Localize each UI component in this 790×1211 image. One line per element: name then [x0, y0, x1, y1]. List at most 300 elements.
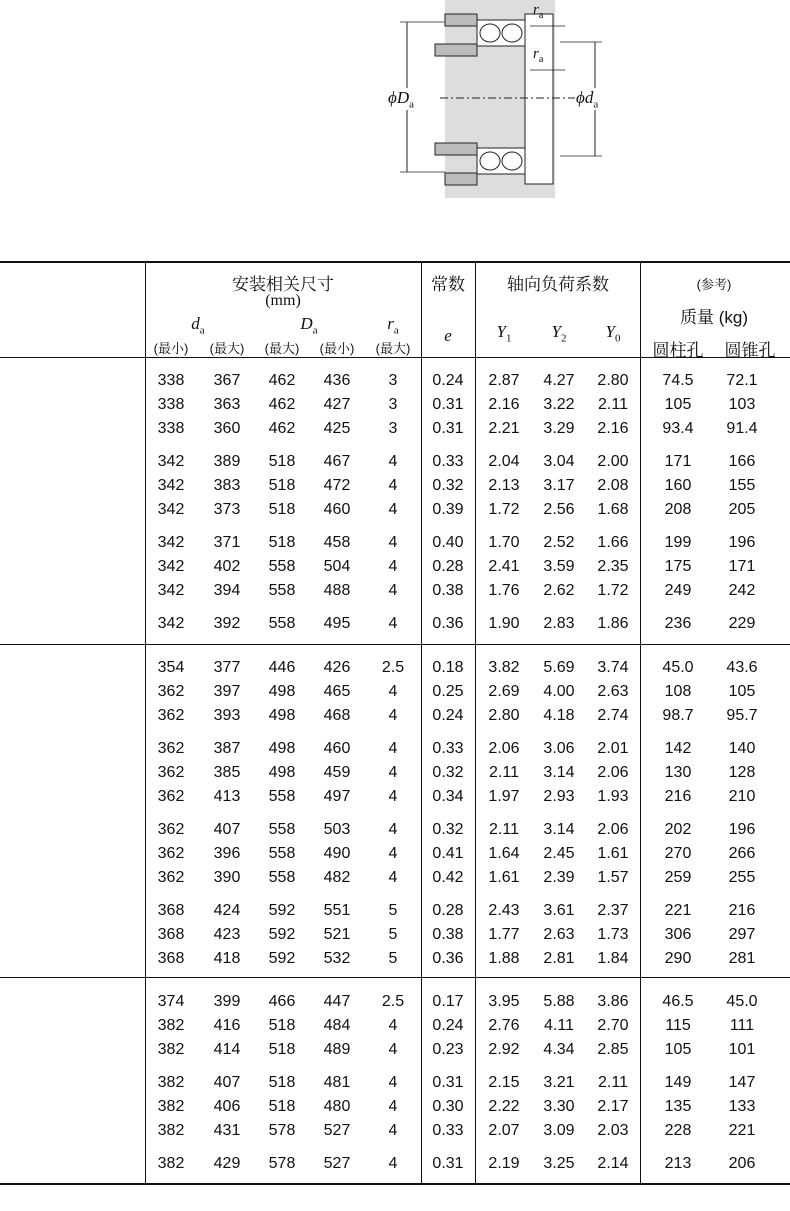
- cell-Da-min: 468: [323, 707, 351, 724]
- cell-da-min: 342: [157, 558, 185, 575]
- cell-Y2: 5.88: [543, 993, 575, 1010]
- cell-da-min: 338: [157, 396, 185, 413]
- cell-Y1: 2.41: [488, 558, 520, 575]
- cell-mass-cylindrical: 74.5: [662, 372, 694, 389]
- cell-Da-max: 498: [268, 764, 296, 781]
- cell-Da-min: 497: [323, 788, 351, 805]
- cell-mass-cylindrical: 46.5: [662, 993, 694, 1010]
- cell-da-max: 414: [213, 1041, 241, 1058]
- cell-da-max: 371: [213, 534, 241, 551]
- header-reference: (参考): [696, 277, 732, 292]
- cell-da-max: 431: [213, 1122, 241, 1139]
- cell-da-max: 429: [213, 1155, 241, 1172]
- cell-mass-cylindrical: 115: [665, 1017, 691, 1034]
- header-min-2: (最小): [319, 341, 355, 356]
- cell-Da-max: 518: [268, 1098, 296, 1115]
- cell-Y0: 1.66: [597, 534, 629, 551]
- cell-ra-max: 4: [388, 558, 398, 575]
- cell-Y0: 2.35: [597, 558, 629, 575]
- cell-mass-cylindrical: 213: [664, 1155, 692, 1172]
- cell-Da-min: 480: [323, 1098, 351, 1115]
- cell-mass-tapered: 281: [728, 950, 756, 967]
- cell-Y0: 3.86: [597, 993, 629, 1010]
- cell-Y1: 2.11: [489, 764, 519, 781]
- cell-ra-max: 4: [388, 453, 398, 470]
- cell-Y2: 3.30: [543, 1098, 575, 1115]
- cell-Da-min: 481: [323, 1074, 351, 1091]
- cell-Da-min: 551: [323, 902, 351, 919]
- cell-mass-tapered: 266: [728, 845, 756, 862]
- cell-Y1: 1.70: [488, 534, 520, 551]
- cell-mass-cylindrical: 199: [664, 534, 692, 551]
- cell-e: 0.31: [432, 1155, 464, 1172]
- col-divider-4: [640, 262, 641, 1184]
- cell-Da-min: 527: [323, 1122, 351, 1139]
- cell-Y2: 2.63: [543, 926, 575, 943]
- cell-Y1: 1.90: [488, 615, 520, 632]
- cell-e: 0.33: [432, 740, 464, 757]
- cell-da-max: 397: [213, 683, 241, 700]
- cell-ra-max: 4: [388, 1155, 398, 1172]
- cell-mass-cylindrical: 105: [664, 396, 692, 413]
- cell-ra-max: 4: [388, 534, 398, 551]
- cell-Y0: 2.14: [597, 1155, 629, 1172]
- cell-e: 0.40: [432, 534, 464, 551]
- cell-Y2: 3.29: [543, 420, 575, 437]
- cell-mass-cylindrical: 130: [664, 764, 692, 781]
- group-unit: (mm): [265, 292, 301, 309]
- cell-da-min: 362: [157, 788, 185, 805]
- cell-e: 0.36: [432, 950, 464, 967]
- cell-Da-max: 558: [268, 845, 296, 862]
- cell-mass-tapered: 128: [728, 764, 756, 781]
- cell-e: 0.34: [432, 788, 464, 805]
- header-Y2: $Y_2$: [551, 322, 567, 345]
- cell-Da-max: 578: [268, 1155, 296, 1172]
- cell-Da-max: 518: [268, 1041, 296, 1058]
- cell-mass-cylindrical: 216: [664, 788, 692, 805]
- cell-Y0: 1.72: [597, 582, 629, 599]
- cell-e: 0.23: [432, 1041, 464, 1058]
- cell-mass-tapered: 205: [728, 501, 756, 518]
- cell-Da-max: 518: [268, 453, 296, 470]
- cell-mass-tapered: 166: [728, 453, 756, 470]
- cell-Da-min: 460: [323, 501, 351, 518]
- cell-ra-max: 4: [388, 477, 398, 494]
- cell-e: 0.32: [432, 821, 464, 838]
- cell-Da-max: 498: [268, 683, 296, 700]
- header-e: e: [444, 326, 452, 345]
- cell-Y1: 2.69: [488, 683, 520, 700]
- Da-label: $\phi D_a$: [388, 88, 414, 111]
- cell-Y2: 4.27: [543, 372, 575, 389]
- cell-Da-min: 503: [323, 821, 351, 838]
- cell-e: 0.30: [432, 1098, 464, 1115]
- cell-Da-min: 427: [323, 396, 351, 413]
- cell-e: 0.28: [432, 558, 464, 575]
- cell-Da-max: 578: [268, 1122, 296, 1139]
- cell-Y2: 3.61: [543, 902, 575, 919]
- cell-mass-cylindrical: 228: [664, 1122, 692, 1139]
- cell-Da-min: 460: [323, 740, 351, 757]
- header-mass: 质量 (kg): [680, 308, 748, 327]
- cell-Y2: 3.17: [543, 477, 575, 494]
- cell-da-max: 363: [213, 396, 241, 413]
- cell-Da-max: 558: [268, 615, 296, 632]
- cell-mass-tapered: 297: [728, 926, 756, 943]
- cell-Y0: 2.63: [597, 683, 629, 700]
- cell-e: 0.31: [432, 1074, 464, 1091]
- cell-ra-max: 4: [388, 1017, 398, 1034]
- cell-Da-max: 518: [268, 534, 296, 551]
- cell-mass-cylindrical: 202: [664, 821, 692, 838]
- cell-da-max: 418: [213, 950, 241, 967]
- cell-Y1: 2.76: [488, 1017, 520, 1034]
- cell-Y0: 2.06: [597, 764, 629, 781]
- bearing-mounting-diagram: [380, 0, 620, 200]
- cell-Y2: 2.56: [543, 501, 575, 518]
- cell-Da-min: 527: [323, 1155, 351, 1172]
- cell-da-min: 342: [157, 534, 185, 551]
- cell-Da-max: 558: [268, 869, 296, 886]
- cell-Da-max: 518: [268, 477, 296, 494]
- cell-e: 0.24: [432, 707, 464, 724]
- cell-e: 0.36: [432, 615, 464, 632]
- cell-da-max: 402: [213, 558, 241, 575]
- cell-ra-max: 4: [388, 788, 398, 805]
- cell-Da-max: 446: [268, 659, 296, 676]
- cell-Da-max: 558: [268, 558, 296, 575]
- cell-Da-max: 498: [268, 707, 296, 724]
- cell-Da-min: 467: [323, 453, 351, 470]
- cell-da-max: 389: [213, 453, 241, 470]
- cell-Da-min: 489: [323, 1041, 351, 1058]
- cell-da-max: 407: [213, 821, 241, 838]
- cell-Y1: 1.72: [488, 501, 520, 518]
- cell-Y0: 2.37: [597, 902, 629, 919]
- cell-mass-cylindrical: 98.7: [662, 707, 694, 724]
- cell-mass-tapered: 216: [728, 902, 756, 919]
- cell-Y1: 2.07: [488, 1122, 520, 1139]
- cell-da-min: 382: [157, 1122, 185, 1139]
- cell-Y0: 2.80: [597, 372, 629, 389]
- cell-mass-tapered: 196: [728, 534, 756, 551]
- cell-da-min: 382: [157, 1098, 185, 1115]
- cell-Y0: 1.68: [597, 501, 629, 518]
- cell-Y2: 2.52: [543, 534, 575, 551]
- cell-Y0: 2.01: [597, 740, 629, 757]
- cell-Y1: 2.43: [488, 902, 520, 919]
- cell-Y2: 5.69: [543, 659, 575, 676]
- cell-da-min: 382: [157, 1041, 185, 1058]
- header-min-1: (最小): [153, 341, 189, 356]
- cell-Y1: 1.61: [488, 869, 520, 886]
- cell-da-min: 382: [157, 1074, 185, 1091]
- cell-Da-max: 518: [268, 1017, 296, 1034]
- cell-Y2: 3.21: [543, 1074, 575, 1091]
- cell-da-max: 406: [213, 1098, 241, 1115]
- cell-mass-cylindrical: 270: [664, 845, 692, 862]
- cell-da-max: 394: [213, 582, 241, 599]
- cell-e: 0.31: [432, 420, 464, 437]
- cell-e: 0.32: [432, 764, 464, 781]
- cell-Y1: 2.21: [488, 420, 520, 437]
- cell-Da-max: 462: [268, 396, 296, 413]
- header-max-2: (最大): [264, 341, 300, 356]
- cell-mass-tapered: 133: [728, 1098, 756, 1115]
- cell-Da-max: 592: [268, 926, 296, 943]
- ra-label-top: $r_a$: [533, 2, 544, 21]
- cell-Y1: 2.15: [488, 1074, 520, 1091]
- cell-ra-max: 4: [388, 1122, 398, 1139]
- cell-Y2: 3.14: [543, 764, 575, 781]
- cell-Y0: 2.03: [597, 1122, 629, 1139]
- cell-mass-cylindrical: 306: [664, 926, 692, 943]
- header-cylindrical-bore: 圆柱孔: [652, 341, 704, 360]
- cell-Y2: 4.00: [543, 683, 575, 700]
- cell-Y2: 4.11: [544, 1017, 574, 1034]
- ra-label-mid: $r_a$: [533, 46, 544, 65]
- cell-ra-max: 5: [388, 950, 398, 967]
- cell-e: 0.25: [432, 683, 464, 700]
- header-max-3: (最大): [375, 341, 411, 356]
- cell-e: 0.38: [432, 926, 464, 943]
- cell-mass-cylindrical: 249: [664, 582, 692, 599]
- col-divider-1: [145, 262, 146, 1184]
- cell-da-min: 362: [157, 845, 185, 862]
- cell-e: 0.38: [432, 582, 464, 599]
- cell-e: 0.28: [432, 902, 464, 919]
- cell-Y2: 3.25: [543, 1155, 575, 1172]
- cell-ra-max: 4: [388, 845, 398, 862]
- cell-da-max: 360: [213, 420, 241, 437]
- header-Da: $D_a$: [300, 314, 318, 337]
- cell-mass-cylindrical: 45.0: [662, 659, 694, 676]
- cell-Y0: 1.86: [597, 615, 629, 632]
- cell-Y0: 2.16: [597, 420, 629, 437]
- cell-da-min: 338: [157, 372, 185, 389]
- cell-Y1: 2.04: [488, 453, 520, 470]
- cell-mass-tapered: 206: [728, 1155, 756, 1172]
- cell-da-max: 373: [213, 501, 241, 518]
- cell-Da-max: 558: [268, 821, 296, 838]
- cell-Y0: 1.93: [597, 788, 629, 805]
- cell-Y2: 2.45: [543, 845, 575, 862]
- cell-Y1: 1.97: [488, 788, 520, 805]
- cell-mass-cylindrical: 142: [664, 740, 692, 757]
- cell-ra-max: 4: [388, 1074, 398, 1091]
- cell-Y1: 2.16: [488, 396, 520, 413]
- cell-Da-max: 462: [268, 372, 296, 389]
- group-rule-2: [0, 977, 790, 978]
- cell-da-min: 342: [157, 615, 185, 632]
- cell-Da-min: 425: [323, 420, 351, 437]
- cell-Y1: 2.11: [489, 821, 519, 838]
- cell-Y0: 2.11: [598, 396, 628, 413]
- cell-Da-max: 558: [268, 788, 296, 805]
- cell-da-max: 416: [213, 1017, 241, 1034]
- cell-Y0: 3.74: [597, 659, 629, 676]
- cell-Y1: 1.76: [488, 582, 520, 599]
- cell-Da-max: 592: [268, 902, 296, 919]
- cell-Da-min: 465: [323, 683, 351, 700]
- cell-e: 0.17: [432, 993, 464, 1010]
- cell-Da-min: 488: [323, 582, 351, 599]
- cell-Y0: 1.61: [597, 845, 629, 862]
- cell-Y2: 3.04: [543, 453, 575, 470]
- cell-mass-cylindrical: 160: [664, 477, 692, 494]
- cell-Da-min: 426: [323, 659, 351, 676]
- cell-Y2: 4.34: [543, 1041, 575, 1058]
- cell-ra-max: 4: [388, 501, 398, 518]
- cell-e: 0.33: [432, 1122, 464, 1139]
- cell-mass-tapered: 105: [728, 683, 756, 700]
- cell-Y2: 2.93: [543, 788, 575, 805]
- cell-Y2: 2.81: [543, 950, 575, 967]
- cell-Da-min: 482: [323, 869, 351, 886]
- cell-ra-max: 4: [388, 615, 398, 632]
- cell-e: 0.31: [432, 396, 464, 413]
- cell-ra-max: 4: [388, 683, 398, 700]
- cell-Da-min: 495: [323, 615, 351, 632]
- cell-Y0: 2.11: [598, 1074, 628, 1091]
- cell-Da-min: 447: [323, 993, 351, 1010]
- cell-mass-tapered: 171: [728, 558, 756, 575]
- cell-Y0: 1.73: [597, 926, 629, 943]
- cell-Y2: 3.22: [543, 396, 575, 413]
- cell-Y1: 1.77: [488, 926, 520, 943]
- cell-ra-max: 2.5: [381, 993, 405, 1010]
- cell-da-max: 413: [213, 788, 241, 805]
- cell-da-max: 387: [213, 740, 241, 757]
- cell-mass-cylindrical: 93.4: [662, 420, 694, 437]
- header-max-1: (最大): [209, 341, 245, 356]
- cell-mass-tapered: 45.0: [726, 993, 758, 1010]
- cell-Y0: 1.57: [597, 869, 629, 886]
- cell-Da-max: 592: [268, 950, 296, 967]
- cell-da-min: 354: [157, 659, 185, 676]
- header-Y1: $Y_1$: [496, 322, 512, 345]
- cell-mass-tapered: 210: [728, 788, 756, 805]
- cell-Y2: 4.18: [543, 707, 575, 724]
- cell-ra-max: 3: [388, 396, 398, 413]
- cell-ra-max: 4: [388, 764, 398, 781]
- cell-mass-tapered: 255: [728, 869, 756, 886]
- cell-da-max: 383: [213, 477, 241, 494]
- cell-mass-cylindrical: 236: [664, 615, 692, 632]
- cell-Y1: 2.19: [488, 1155, 520, 1172]
- cell-ra-max: 4: [388, 582, 398, 599]
- cell-da-max: 385: [213, 764, 241, 781]
- cell-da-min: 362: [157, 707, 185, 724]
- cell-Y0: 2.00: [597, 453, 629, 470]
- cell-da-min: 368: [157, 902, 185, 919]
- cell-mass-cylindrical: 175: [664, 558, 692, 575]
- cell-ra-max: 3: [388, 372, 398, 389]
- cell-Y2: 2.62: [543, 582, 575, 599]
- cell-Da-max: 558: [268, 582, 296, 599]
- cell-Y1: 1.88: [488, 950, 520, 967]
- cell-mass-cylindrical: 208: [664, 501, 692, 518]
- cell-da-min: 362: [157, 740, 185, 757]
- cell-mass-tapered: 221: [728, 1122, 756, 1139]
- cell-mass-cylindrical: 259: [664, 869, 692, 886]
- cell-da-min: 382: [157, 1017, 185, 1034]
- cell-Y0: 2.08: [597, 477, 629, 494]
- cell-da-min: 342: [157, 582, 185, 599]
- cell-Y2: 3.59: [543, 558, 575, 575]
- cell-ra-max: 4: [388, 869, 398, 886]
- cell-ra-max: 4: [388, 707, 398, 724]
- cell-mass-tapered: 155: [728, 477, 756, 494]
- cell-da-max: 367: [213, 372, 241, 389]
- cell-Y0: 2.74: [597, 707, 629, 724]
- cell-Da-max: 518: [268, 501, 296, 518]
- cell-mass-cylindrical: 290: [664, 950, 692, 967]
- cell-mass-tapered: 43.6: [726, 659, 758, 676]
- cell-ra-max: 5: [388, 926, 398, 943]
- cell-da-min: 362: [157, 821, 185, 838]
- cell-mass-cylindrical: 105: [664, 1041, 692, 1058]
- cell-e: 0.24: [432, 1017, 464, 1034]
- cell-da-max: 423: [213, 926, 241, 943]
- cell-Da-min: 521: [323, 926, 351, 943]
- cell-mass-cylindrical: 171: [664, 453, 692, 470]
- col-divider-2: [421, 262, 422, 1184]
- cell-ra-max: 3: [388, 420, 398, 437]
- header-constant: 常数: [431, 275, 465, 294]
- cell-e: 0.33: [432, 453, 464, 470]
- col-divider-3: [475, 262, 476, 1184]
- cell-Da-min: 484: [323, 1017, 351, 1034]
- cell-Y2: 3.06: [543, 740, 575, 757]
- group-rule-1: [0, 644, 790, 645]
- cell-da-min: 338: [157, 420, 185, 437]
- cell-da-min: 362: [157, 869, 185, 886]
- cell-e: 0.32: [432, 477, 464, 494]
- cell-Y1: 2.06: [488, 740, 520, 757]
- cell-mass-tapered: 91.4: [726, 420, 758, 437]
- cell-da-min: 362: [157, 764, 185, 781]
- cell-ra-max: 2.5: [381, 659, 405, 676]
- cell-Da-min: 490: [323, 845, 351, 862]
- cell-Y0: 1.84: [597, 950, 629, 967]
- cell-mass-cylindrical: 135: [664, 1098, 692, 1115]
- cell-mass-tapered: 196: [728, 821, 756, 838]
- cell-e: 0.18: [432, 659, 464, 676]
- cell-da-max: 392: [213, 615, 241, 632]
- cell-da-max: 377: [213, 659, 241, 676]
- cell-mass-tapered: 229: [728, 615, 756, 632]
- cell-da-max: 393: [213, 707, 241, 724]
- cell-da-max: 396: [213, 845, 241, 862]
- cell-e: 0.42: [432, 869, 464, 886]
- cell-Y1: 3.82: [488, 659, 520, 676]
- cell-e: 0.41: [432, 845, 464, 862]
- cell-Da-max: 462: [268, 420, 296, 437]
- header-da: $d_a$: [191, 314, 205, 337]
- cell-da-min: 342: [157, 501, 185, 518]
- cell-Y1: 2.13: [488, 477, 520, 494]
- cell-mass-tapered: 242: [728, 582, 756, 599]
- cell-Da-min: 532: [323, 950, 351, 967]
- cell-mass-tapered: 101: [728, 1041, 756, 1058]
- cell-da-max: 399: [213, 993, 241, 1010]
- cell-da-min: 368: [157, 926, 185, 943]
- cell-Da-max: 518: [268, 1074, 296, 1091]
- cell-Y1: 1.64: [488, 845, 520, 862]
- cell-mass-tapered: 72.1: [726, 372, 758, 389]
